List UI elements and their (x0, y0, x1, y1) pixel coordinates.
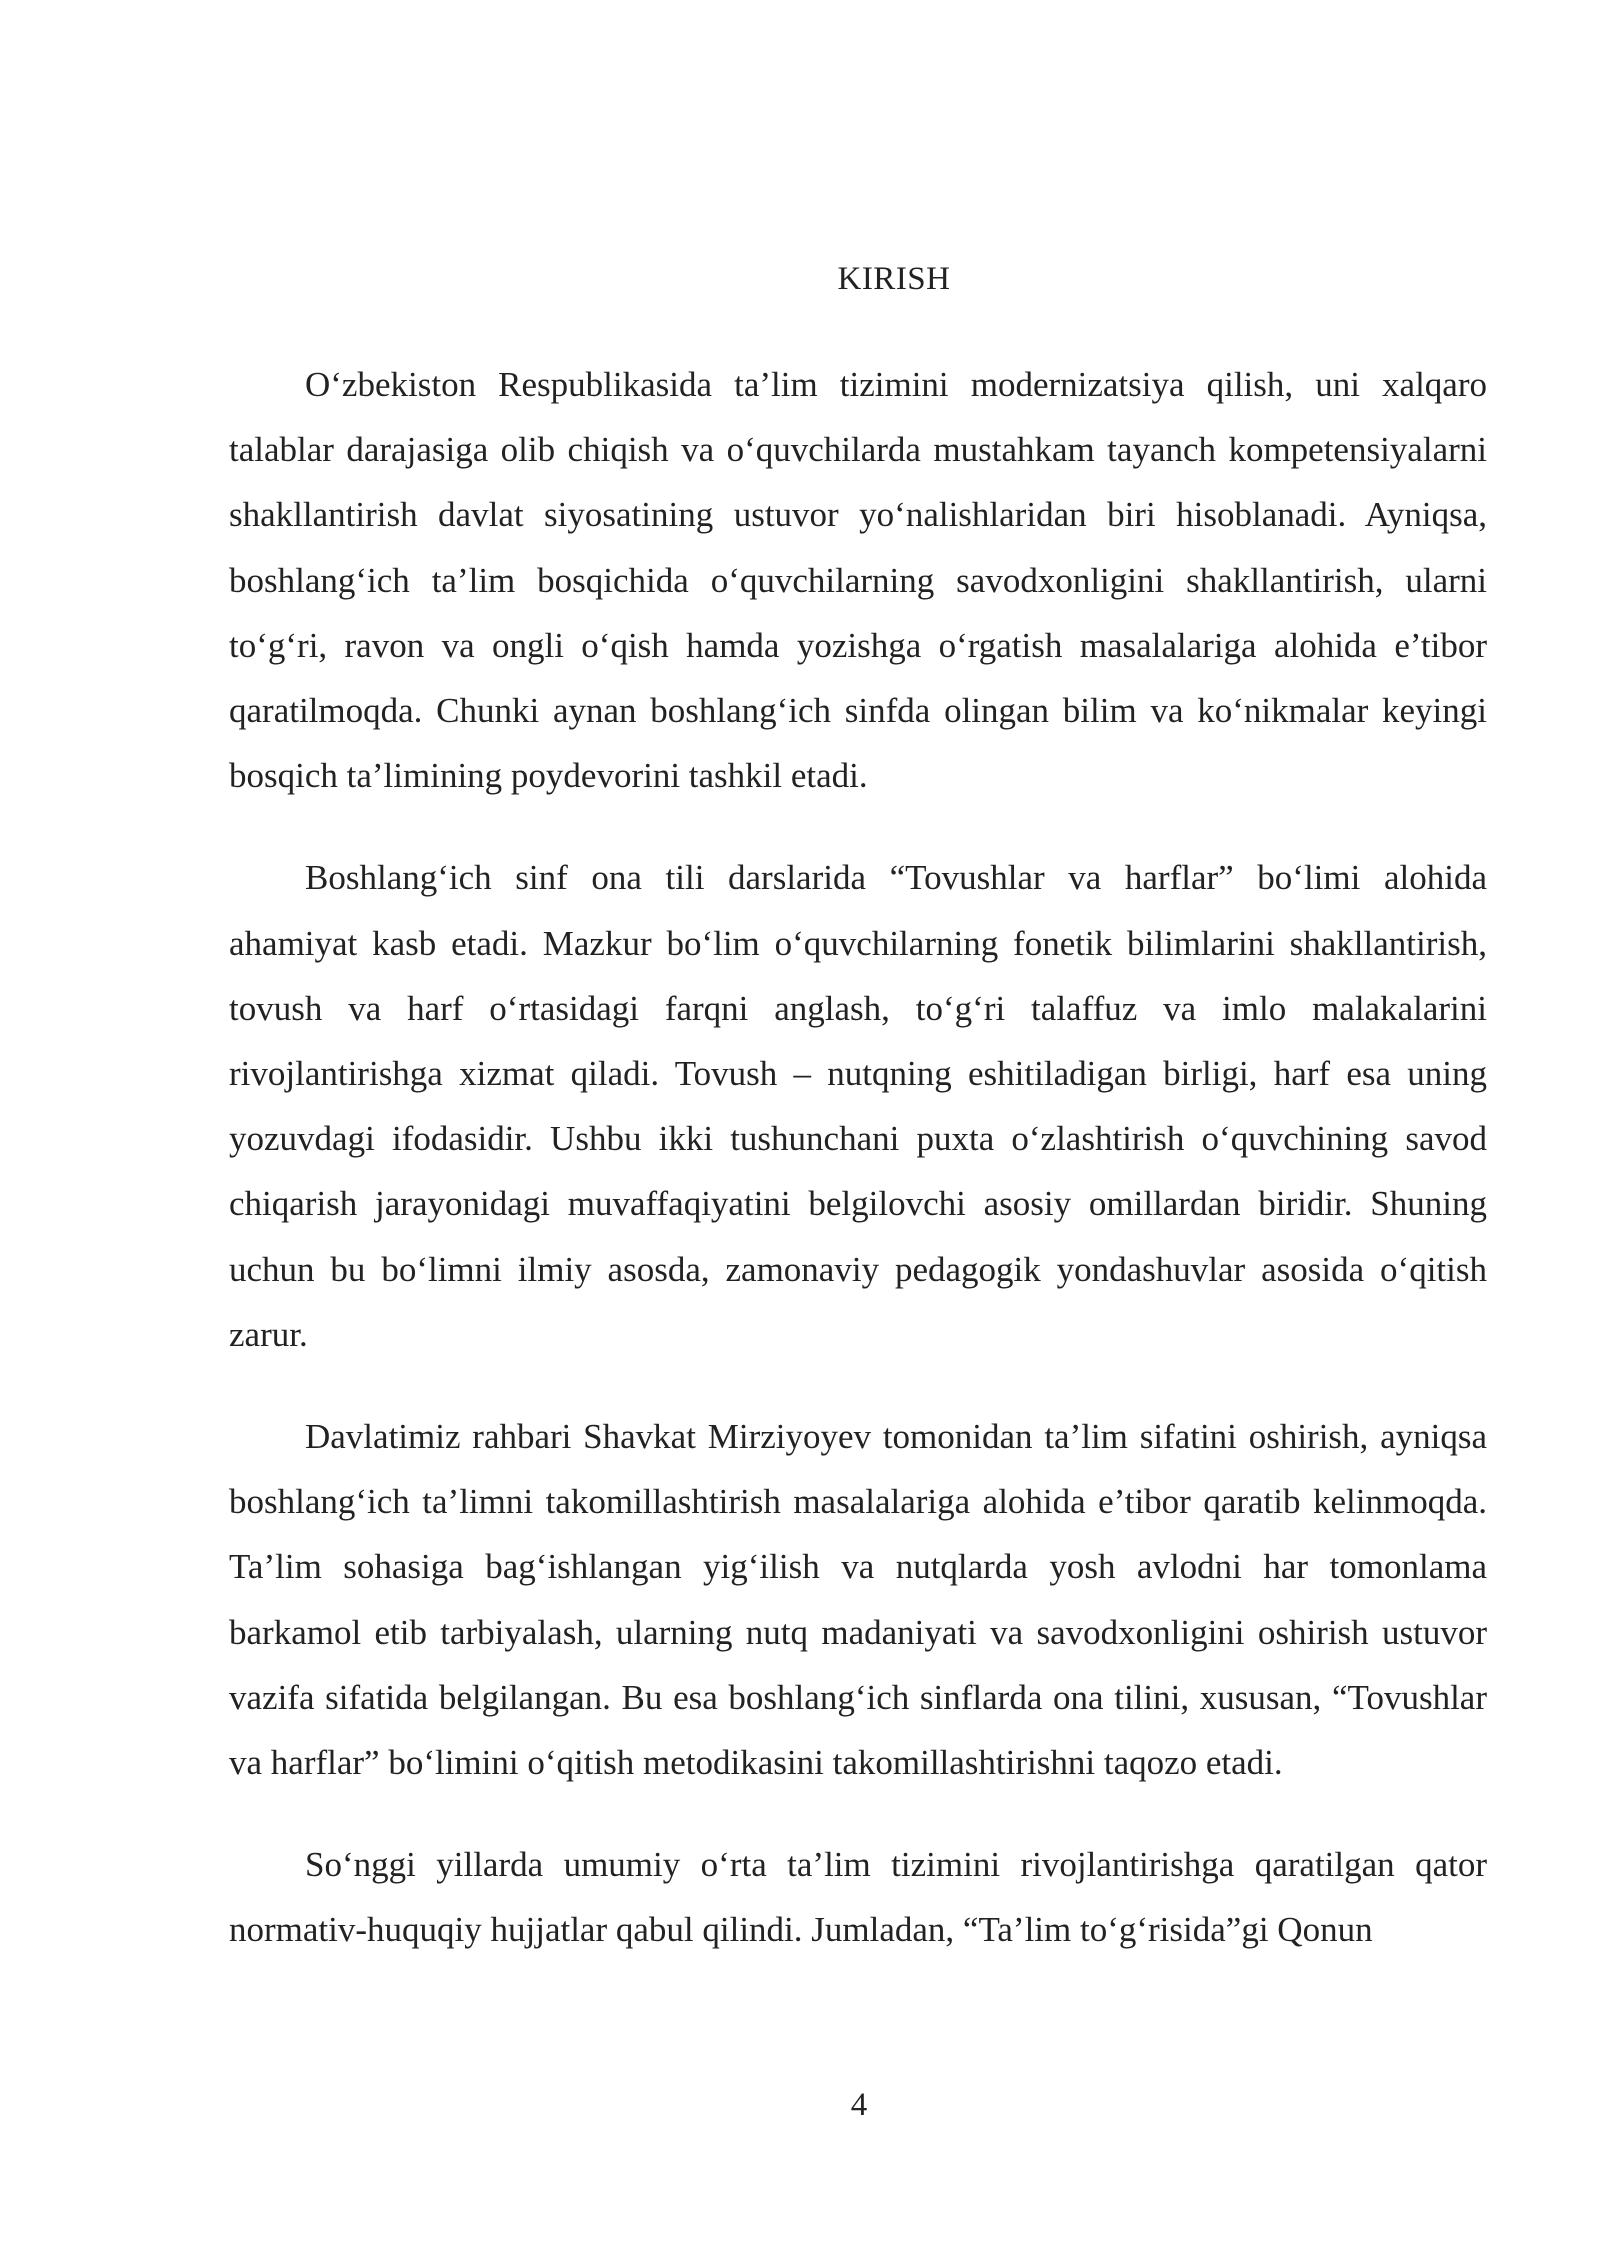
paragraph-2: Boshlang‘ich sinf ona tili darslarida “Tovushlar va harflar” bo‘limi alohida ahamiyat kasb etadi. Mazkur bo‘lim o‘quvchilarning fonetik bilimlarini shakllantirish, tovush va harf o‘rtasidagi farqni anglash, to‘g‘ri talaffuz va imlo malakalarini rivojlantirishga xizmat qiladi. Tovush – nutqning eshitiladigan birligi, harf esa uning yozuvdagi ifodasidir. Ushbu ikki tushunchani puxta o‘zlashtirish o‘quvchining savod chiqarish jarayonidagi muvaffaqiyatini belgilovchi asosiy omillardan biridir. Shuning uchun bu bo‘limni ilmiy asosda, zamonaviy pedagogik yondashuvlar asosida o‘qitish zarur. (229, 858, 1487, 1354)
page-number: 4 (850, 2087, 868, 2123)
paragraph-1: O‘zbekiston Respublikasida ta’lim tizimini modernizatsiya qilish, uni xalqaro talablar darajasiga olib chiqish va o‘quvchilarda mustahkam tayanch kompetensiyalarni shakllantirish davlat siyosatining ustuvor yo‘nalishlaridan biri hisoblanadi. Ayniqsa, boshlang‘ich ta’lim bosqichida o‘quvchilarning savodxonligini shakllantirish, ularni to‘g‘ri, ravon va ongli o‘qish hamda yozishga o‘rgatish masalalariga alohida e’tibor qaratilmoqda. Chunki aynan boshlang‘ich sinfda olingan bilim va ko‘nikmalar keyingi bosqich ta’limining poydevorini tashkil etadi. (229, 365, 1487, 796)
paragraph-3: Davlatimiz rahbari Shavkat Mirziyoyev tomonidan ta’lim sifatini oshirish, ayniqsa boshlang‘ich ta’limni takomillashtirish masalalariga alohida e’tibor qaratib kelinmoqda. Ta’lim sohasiga bag‘ishlangan yig‘ilish va nutqlarda yosh avlodni har tomonlama barkamol etib tarbiyalash, ularning nutq madaniyati va savodxonligini oshirish ustuvor vazifa sifatida belgilangan. Bu esa boshlang‘ich sinflarda ona tilini, xususan, “Tovushlar va harflar” bo‘limini o‘qitish metodikasini takomillashtirishni taqozo etadi. (229, 1417, 1487, 1783)
body-text (229, 352, 1487, 1963)
paragraph-4: So‘nggi yillarda umumiy o‘rta ta’lim tizimini rivojlantirishga qaratilgan qator normativ-huquqiy hujjatlar qabul qilindi. Jumladan, “Ta’lim to‘g‘risida”gi Qonun (229, 1845, 1487, 1950)
section-heading: KIRISH (837, 261, 951, 297)
